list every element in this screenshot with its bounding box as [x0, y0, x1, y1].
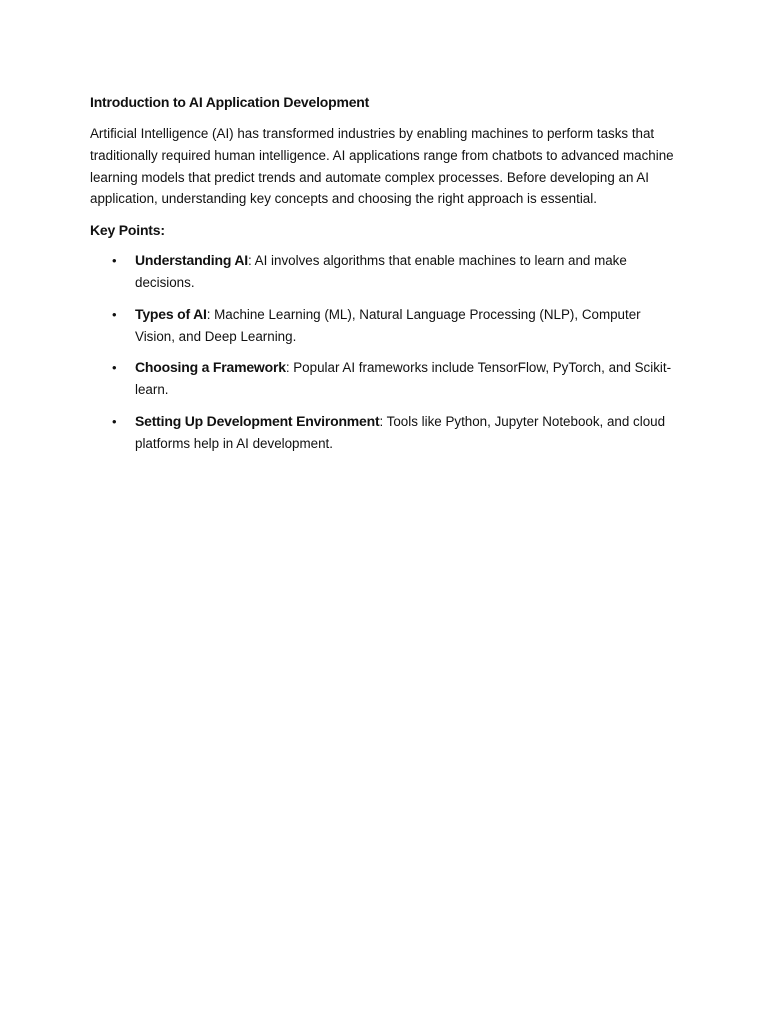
document-page [90, 93, 682, 465]
bullet-icon: • [112, 253, 117, 269]
key-point-term: Setting Up Development Environment [135, 412, 380, 429]
list-item [90, 411, 682, 455]
intro-paragraph: Artificial Intelligence (AI) has transformed industries by enabling machines to perform tasks that traditionally required human intelligence. AI applications range from chatbots to advanced machine learning models that predict trends and automate complex processes. Before developing an AI application, understanding key concepts and choosing the right approach is essential. [90, 126, 674, 207]
list-item [90, 304, 682, 348]
key-points-heading: Key Points: [90, 222, 165, 239]
key-point-description: : Tools like Python, Jupyter Notebook, and cloud platforms help in AI development. [135, 413, 666, 451]
list-item [90, 250, 682, 294]
list-item [90, 357, 682, 401]
key-point-description: : Popular AI frameworks include TensorFlow, PyTorch, and Scikit-learn. [135, 360, 672, 398]
key-point-term: Choosing a Framework [135, 359, 286, 376]
key-point-term: Understanding AI [135, 252, 248, 269]
bullet-icon: • [112, 360, 117, 376]
key-points-list [90, 250, 682, 454]
bullet-icon: • [112, 306, 117, 322]
document-title: Introduction to AI Application Development [90, 94, 370, 110]
key-point-description: : Machine Learning (ML), Natural Language Processing (NLP), Computer Vision, and Deep Learning. [135, 306, 641, 344]
bullet-icon: • [112, 413, 117, 429]
key-point-term: Types of AI [135, 305, 207, 322]
key-point-description: : AI involves algorithms that enable machines to learn and make decisions. [135, 253, 627, 290]
